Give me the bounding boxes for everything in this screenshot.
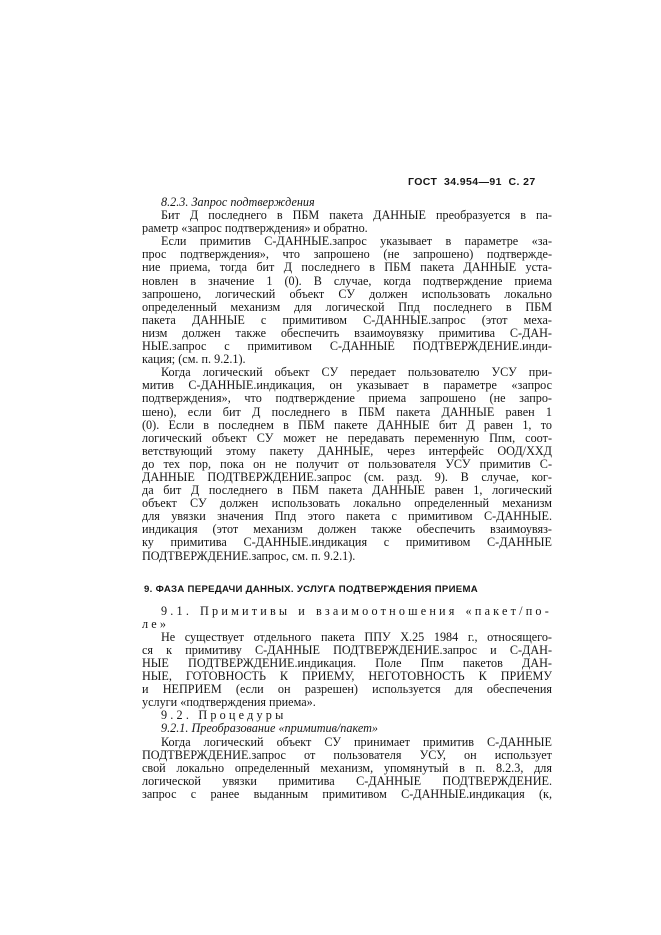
paragraph-line: определенный механизм для логической Ппд последнего в ПБМ — [142, 299, 552, 314]
section-8-2-3-title: 8.2.3. Запрос подтверждения — [161, 195, 315, 209]
paragraph-line: низм должен также обеспечить взаимоувязку примитива С-ДАН- — [142, 325, 552, 340]
paragraph-line: ся к примитиву С-ДАННЫЕ ПОДТВЕРЖДЕНИЕ.запрос и С-ДАН- — [142, 642, 552, 657]
paragraph-line: и НЕПРИЕМ (если он разрешен) используется для обеспечения — [142, 682, 552, 697]
paragraph-line: услуги «подтверждения приема». — [142, 695, 316, 710]
paragraph-line: да бит Д последнего в ПБМ пакета ДАННЫЕ равен 1, логический — [142, 483, 552, 498]
paragraph-line: митив С-ДАННЫЕ.индикация, он указывает в параметре «запрос — [142, 378, 552, 393]
section-9-heading: 9. ФАЗА ПЕРЕДАЧИ ДАННЫХ. УСЛУГА ПОДТВЕРЖДЕНИЯ ПРИЕМА — [144, 583, 479, 595]
paragraph-line: логической увязки примитива С-ДАННЫЕ ПОДТВЕРЖДЕНИЕ. — [142, 773, 552, 788]
paragraph-line: для увязки значения Ппд этого пакета с примитивом С-ДАННЫЕ. — [142, 509, 552, 524]
paragraph-line: ПОДТВЕРЖДЕНИЕ.запрос, см. п. 9.2.1). — [142, 548, 356, 563]
paragraph-line: объект СУ должен использовать локально определенный механизм — [142, 496, 552, 511]
paragraph-line: логический объект СУ может не передавать переменную Ппм, соот- — [142, 430, 552, 445]
section-9-2-1-title: 9.2.1. Преобразование «примитив/пакет» — [161, 721, 378, 736]
section-9-1-title: 9.1. Примитивы и взаимоотношения «пакет/по- — [161, 603, 552, 618]
paragraph-line: пакета ДАННЫЕ с примитивом С-ДАННЫЕ.запрос (этот меха- — [142, 312, 552, 327]
paragraph-line: индикация (этот механизм должен также обеспечить взаимоувяз- — [142, 522, 552, 537]
paragraph-line: ние приема, тогда бит Д последнего в ПБМ пакета ДАННЫЕ уста- — [142, 260, 552, 275]
paragraph-line: раметр «запрос подтверждения» и обратно. — [142, 221, 368, 236]
paragraph-line: шено), если бит Д последнего в ПБМ пакета ДАННЫЕ равен 1 — [142, 404, 552, 419]
paragraph-line: Если примитив С-ДАННЫЕ.запрос указывает в параметре «за- — [161, 234, 552, 249]
paragraph-line: НЫЕ.запрос с примитивом С-ДАННЫЕ ПОДТВЕРЖДЕНИЕ.инди- — [142, 339, 552, 354]
paragraph-line: Когда логический объект СУ принимает примитив С-ДАННЫЕ — [161, 734, 552, 749]
paragraph-line: НЫЕ ПОДТВЕРЖДЕНИЕ.индикация. Поле Ппм пакетов ДАН- — [142, 656, 552, 670]
section-9-2-title: 9.2. Процедуры — [161, 708, 287, 723]
paragraph-line: ку примитива С-ДАННЫЕ.индикация с примитивом С-ДАННЫЕ — [142, 535, 552, 550]
paragraph-line: прос подтверждения», что запрошено (не запрошено) подтвержде- — [142, 247, 552, 262]
paragraph-line: (0). Если в последнем в ПБМ пакете ДАННЫЕ бит Д равен 1, то — [142, 417, 552, 432]
paragraph-line: Когда логический объект СУ передает пользователю УСУ при- — [161, 365, 552, 380]
paragraph-line: до тех пор, пока он не получит от пользователя УСУ примитив С- — [142, 456, 552, 471]
paragraph-line: кация; (см. п. 9.2.1). — [142, 352, 246, 367]
section-spacer — [142, 563, 552, 583]
paragraph-line: НЫЕ, ГОТОВНОСТЬ К ПРИЕМУ, НЕГОТОВНОСТЬ К ПРИЕМУ — [142, 669, 552, 684]
paragraph-line: ветствующий этому пакету ДАННЫЕ, через интерфейс ООД/ХХД — [142, 443, 552, 458]
paragraph-line: новлен в значение 1 (0). В случае, когда подтверждение приема — [142, 273, 552, 288]
page-header: ГОСТ 34.954—91 С. 27 — [408, 176, 536, 188]
paragraph-line: свой локально определенный механизм, упомянутый в п. 8.2.3, для — [142, 760, 552, 775]
paragraph-line: ПОДТВЕРЖДЕНИЕ.запрос от пользователя УСУ, он использует — [142, 747, 552, 762]
paragraph-line: Не существует отдельного пакета ППУ Х.25 1984 г., относящего- — [161, 629, 552, 644]
paragraph-line: запрос с ранее выданным примитивом С-ДАННЫЕ.индикация (к, — [142, 786, 552, 801]
section-9-1-title-cont: ле» — [142, 616, 170, 631]
paragraph-line: подтверждения», что подтверждение приема запрошено (не запро- — [142, 391, 552, 406]
paragraph-line: Бит Д последнего в ПБМ пакета ДАННЫЕ преобразуется в па- — [161, 208, 552, 223]
paragraph-line: запрошено, логический объект СУ должен использовать локально — [142, 286, 552, 301]
paragraph-line: ДАННЫЕ ПОДТВЕРЖДЕНИЕ.запрос (см. разд. 9). В случае, ког- — [142, 469, 552, 484]
document-body — [142, 196, 552, 801]
